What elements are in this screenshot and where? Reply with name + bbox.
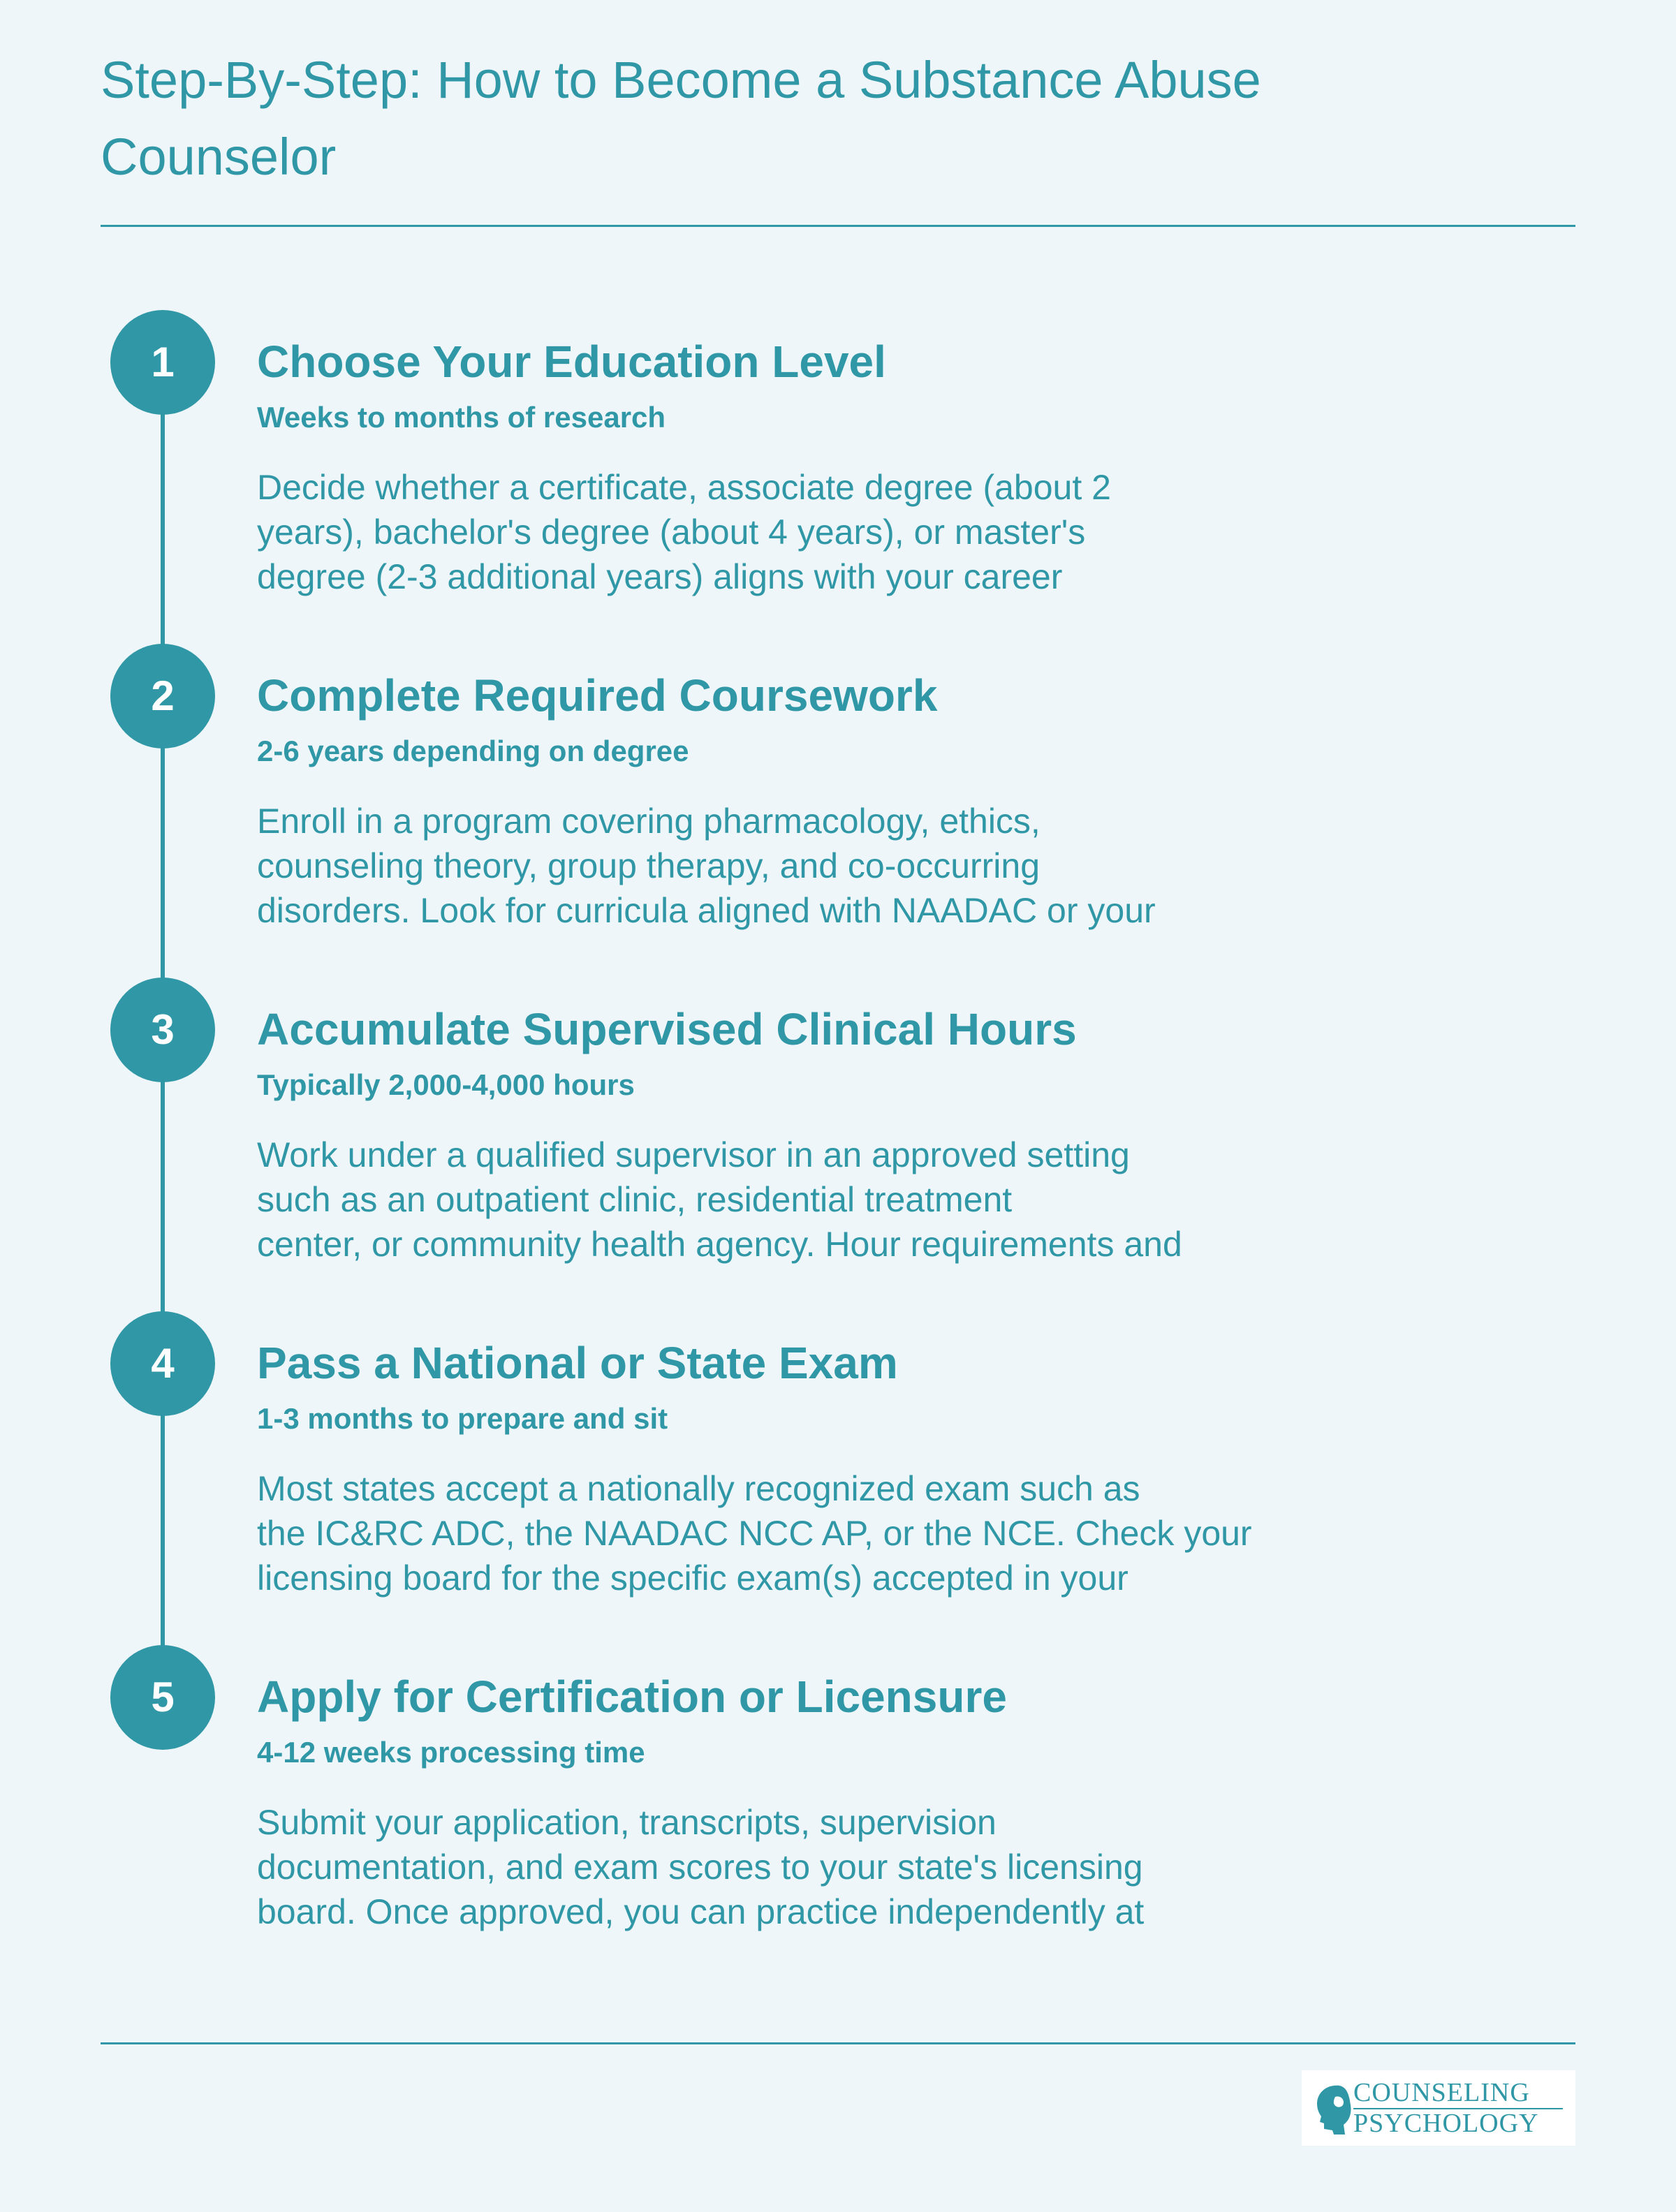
step-duration: 2-6 years depending on degree bbox=[257, 735, 689, 767]
step-description-line: disorders. Look for curricula aligned with NAADAC or your bbox=[257, 891, 1156, 930]
page-title-line1: Step-By-Step: How to Become a Substance Abuse bbox=[101, 51, 1261, 109]
counseling-psychology-logo bbox=[1302, 2070, 1575, 2146]
step-description-line: documentation, and exam scores to your state's licensing bbox=[257, 1848, 1143, 1887]
page-title bbox=[101, 42, 1525, 196]
step-description-line: Decide whether a certificate, associate degree (about 2 bbox=[257, 468, 1111, 507]
step-title: Pass a National or State Exam bbox=[257, 1338, 898, 1388]
step-description-line: counseling theory, group therapy, and co-occurring bbox=[257, 846, 1041, 885]
step-duration: Weeks to months of research bbox=[257, 401, 666, 434]
step-2 bbox=[0, 644, 1676, 930]
step-description bbox=[257, 1466, 1500, 1600]
step-5 bbox=[0, 1645, 1676, 1931]
step-4 bbox=[0, 1311, 1676, 1598]
step-1 bbox=[0, 310, 1676, 596]
step-description-line: board. Once approved, you can practice independently at bbox=[257, 1892, 1145, 1931]
step-description-line: such as an outpatient clinic, residential treatment bbox=[257, 1180, 1013, 1219]
step-description-line: Enroll in a program covering pharmacology, ethics, bbox=[257, 802, 1041, 841]
step-description bbox=[257, 1800, 1500, 1934]
footer-divider bbox=[101, 2042, 1575, 2044]
step-title: Accumulate Supervised Clinical Hours bbox=[257, 1004, 1077, 1054]
step-number-badge: 5 bbox=[110, 1645, 215, 1750]
step-title: Choose Your Education Level bbox=[257, 337, 886, 387]
step-title: Complete Required Coursework bbox=[257, 670, 938, 721]
step-3 bbox=[0, 978, 1676, 1264]
step-description-line: licensing board for the specific exam(s) accepted in your bbox=[257, 1558, 1129, 1598]
head-silhouette-icon bbox=[1311, 2081, 1353, 2136]
step-description-line: Submit your application, transcripts, supervision bbox=[257, 1803, 997, 1842]
step-number-badge: 1 bbox=[110, 310, 215, 415]
step-description bbox=[257, 465, 1500, 599]
step-number-badge: 3 bbox=[110, 978, 215, 1082]
step-description-line: years), bachelor's degree (about 4 years), or master's bbox=[257, 513, 1086, 552]
step-number-badge: 4 bbox=[110, 1311, 215, 1416]
page-title-line2: Counselor bbox=[101, 128, 337, 186]
step-number-badge: 2 bbox=[110, 644, 215, 749]
step-duration: 1-3 months to prepare and sit bbox=[257, 1402, 668, 1435]
step-description-line: degree (2-3 additional years) aligns with your career bbox=[257, 557, 1063, 596]
step-description-line: Most states accept a nationally recognized exam such as bbox=[257, 1469, 1140, 1508]
step-description bbox=[257, 799, 1500, 933]
step-description bbox=[257, 1133, 1500, 1267]
step-duration: 4-12 weeks processing time bbox=[257, 1736, 645, 1769]
step-duration: Typically 2,000-4,000 hours bbox=[257, 1068, 635, 1101]
step-title: Apply for Certification or Licensure bbox=[257, 1672, 1007, 1722]
step-description-line: the IC&RC ADC, the NAADAC NCC AP, or the NCE. Check your bbox=[257, 1514, 1252, 1553]
step-description-line: Work under a qualified supervisor in an approved setting bbox=[257, 1135, 1130, 1174]
step-description-line: center, or community health agency. Hour requirements and bbox=[257, 1225, 1182, 1264]
header-divider bbox=[101, 225, 1575, 227]
logo-text-psychology: PSYCHOLOGY bbox=[1353, 2109, 1539, 2138]
logo-text-counseling: COUNSELING bbox=[1353, 2078, 1530, 2107]
